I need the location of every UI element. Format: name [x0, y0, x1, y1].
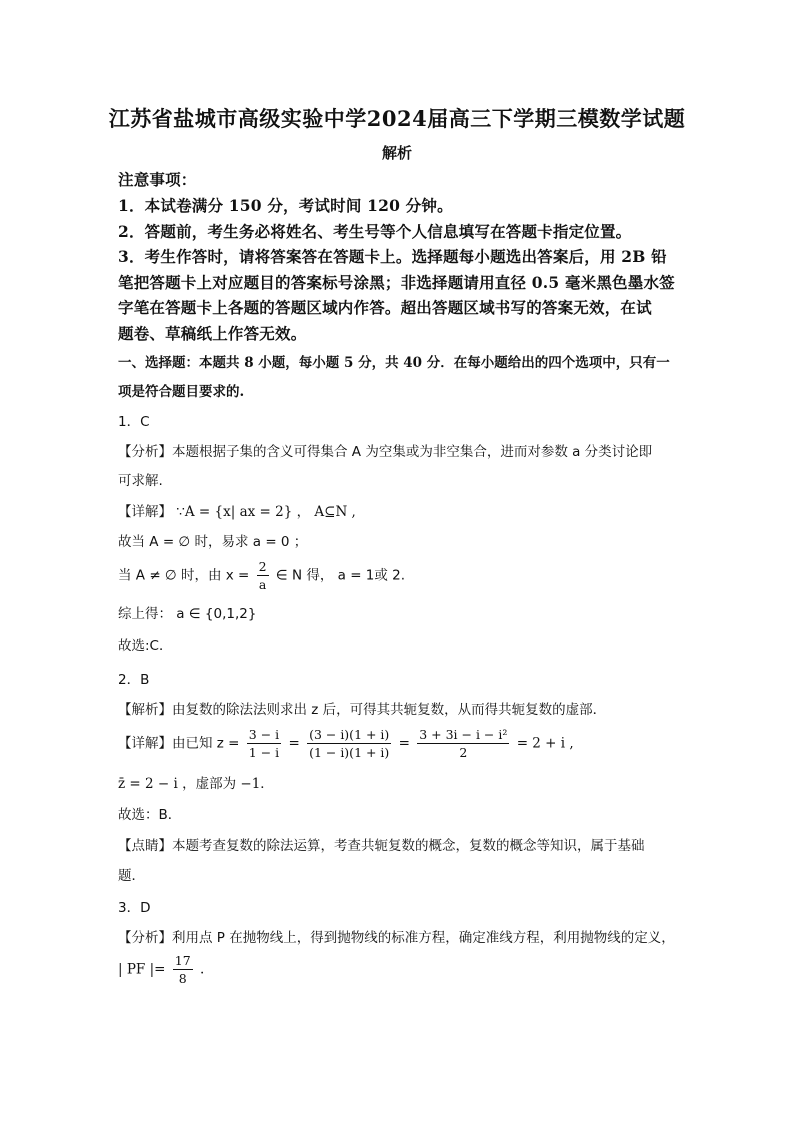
q2-answer: 2．B: [118, 672, 150, 688]
page-subtitle: 解析: [381, 144, 412, 162]
q2-analysis: 【解析】由复数的除法法则求出 z 后，可得其共轭复数，从而得共轭复数的虚部．: [118, 702, 607, 718]
q2-result: = 2 + i ,: [516, 735, 574, 752]
q1-analysis-line-1: 【分析】本题根据子集的含义可得集合 A 为空集或为非空集合，进而对参数 a 分类讨论即: [118, 444, 653, 460]
note-1: 1．本试卷满分 150 分，考试时间 120 分钟。: [118, 196, 453, 215]
q1-choice: 故选:C．: [118, 638, 173, 654]
q1-detail: [118, 500, 356, 520]
q2-detail-label: 【详解】由已知 z =: [118, 735, 240, 752]
q2-comment-line-1: 【点睛】本题考查复数的除法运算，考查共轭复数的概念，复数的概念等知识，属于基础: [118, 838, 645, 854]
note-3-line-1: 3．考生作答时，请将答案答在答题卡上。选择题每小题选出答案后，用 2B 铅: [118, 247, 667, 266]
q1-case-2-pre: 当 A ≠ ∅ 时，由 x =: [118, 567, 250, 584]
q2-fraction-1-numerator: 3 − i: [248, 727, 280, 742]
q2-equals-2: =: [398, 735, 410, 752]
q1-case-2-post: ∈ N 得， a = 1或 2.: [275, 567, 406, 584]
q2-detail: [118, 726, 574, 761]
q2-fraction-1: [247, 726, 281, 761]
notes-heading: 注意事项：: [118, 170, 197, 189]
q1-answer: 1．C: [118, 414, 150, 430]
q1-fraction-denominator: a: [258, 577, 267, 592]
q2-fraction-3: [417, 726, 509, 761]
page-title: 江苏省盐城市高级实验中学2024届高三下学期三模数学试题: [108, 106, 686, 131]
q1-detail-math: ∵A = {x| ax = 2} ， A⊆N ,: [176, 504, 356, 520]
q2-fraction-3-numerator: 3 + 3i − i − i²: [419, 727, 508, 742]
q3-pf-pre: | PF |=: [118, 961, 166, 978]
note-3-line-2: 笔把答题卡上对应题目的答案标号涂黑；非选择题请用直径 0.5 毫米黑色墨水签: [118, 273, 675, 292]
note-3-line-3: 字笔在答题卡上各题的答题区域内作答。超出答题区域书写的答案无效，在试: [118, 298, 652, 317]
q2-equals-1: =: [288, 735, 300, 752]
q3-fraction-denominator: 8: [178, 971, 187, 986]
section-heading-line-2: 项是符合题目要求的.: [118, 384, 245, 400]
q1-detail-label: 【详解】: [118, 504, 172, 520]
q3-answer: 3．D: [118, 900, 151, 916]
q1-case-1: 故当 A = ∅ 时，易求 a = 0 ；: [118, 534, 308, 550]
section-heading-line-1: 一、选择题：本题共 8 小题，每小题 5 分，共 40 分．在每小题给出的四个选项中，只有一: [118, 355, 670, 371]
q2-fraction-1-denominator: 1 − i: [248, 745, 280, 760]
q3-fraction-numerator: 17: [174, 953, 191, 968]
q1-fraction-numerator: 2: [258, 559, 267, 574]
q3-analysis: 【分析】利用点 P 在抛物线上，得到抛物线的标准方程，确定准线方程，利用抛物线的定义，: [118, 930, 675, 946]
q1-fraction: [257, 558, 269, 593]
q2-fraction-2: [307, 726, 391, 761]
q2-conjugate: z̄ = 2 − i ，虚部为 −1．: [118, 776, 274, 792]
q2-fraction-2-denominator: (1 − i)(1 + i): [309, 745, 390, 760]
q1-case-2: [118, 558, 405, 593]
q3-pf: [118, 952, 204, 987]
q2-comment-line-2: 题．: [118, 868, 145, 884]
q3-pf-post: .: [199, 961, 205, 978]
note-2: 2．答题前，考生务必将姓名、考生号等个人信息填写在答题卡指定位置。: [118, 222, 632, 241]
q1-analysis-line-2: 可求解.: [118, 473, 163, 489]
q1-summary: 综上得： a ∈ {0,1,2}: [118, 606, 257, 622]
q2-fraction-3-denominator: 2: [459, 745, 468, 760]
q2-choice: 故选：B．: [118, 807, 182, 823]
q3-fraction: [173, 952, 193, 987]
note-3-line-4: 题卷、草稿纸上作答无效。: [118, 324, 307, 343]
q2-fraction-2-numerator: (3 − i)(1 + i): [309, 727, 390, 742]
